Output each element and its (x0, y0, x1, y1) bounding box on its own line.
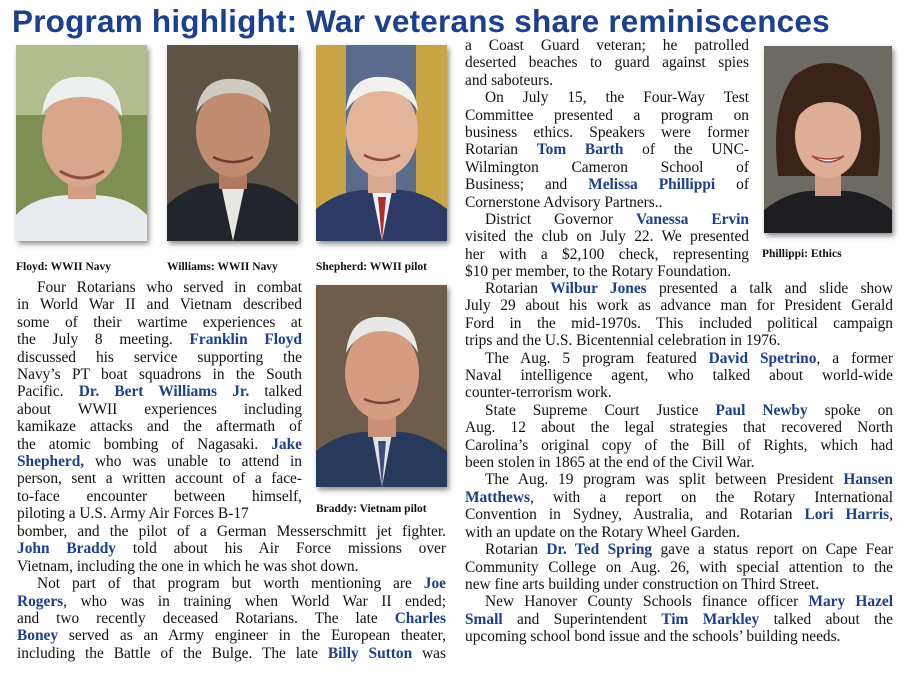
text-line (465, 176, 749, 193)
text-line (465, 141, 749, 158)
text-line (17, 523, 446, 540)
text-line (17, 453, 302, 470)
text-line (465, 593, 893, 610)
text-run: a Coast Guard veteran; he patrolled (465, 37, 749, 54)
text-line (465, 159, 749, 176)
text-run: Convention in Sydney, Australia, and Rotarian (465, 506, 805, 524)
text-run: Four Rotarians who served in combat (37, 279, 302, 296)
text-line (465, 471, 893, 488)
text-line (465, 350, 893, 367)
person-name: Rogers (17, 592, 64, 610)
person-name: Wilbur Jones (550, 280, 647, 297)
text-run: and Superintendent (502, 610, 662, 628)
column-1-lower (17, 523, 446, 662)
text-run: kamikaze attacks and the aftermath of (17, 418, 302, 436)
text-line (465, 280, 893, 297)
text-run: Ford in the mid-1970s. This included political campaign (465, 314, 893, 332)
text-run: in World War II and Vietnam described (17, 296, 302, 314)
person-name: Charles (394, 610, 446, 628)
text-line (465, 524, 893, 541)
text-run: Naval intelligence agent, who talked about world-wide (465, 367, 893, 385)
floyd-caption: Floyd: WWII Navy (16, 261, 111, 273)
text-run: talked (249, 383, 302, 401)
text-run: served as an Army engineer in the European theater, (58, 627, 446, 645)
text-line (17, 349, 302, 366)
text-run: Rotarian (465, 141, 537, 159)
text-line (17, 331, 302, 348)
floyd-photo (16, 45, 147, 241)
person-name: Franklin Floyd (189, 331, 302, 349)
text-run: , who was in training when World War II ended; (63, 592, 446, 610)
text-line (465, 297, 893, 314)
text-line (465, 454, 893, 471)
text-line (465, 489, 893, 506)
headline: Program highlight: War veterans share reminiscences (12, 3, 830, 39)
person-name: Shepherd, (17, 453, 85, 471)
text-run: $10 per member, to the Rotary Foundation. (465, 263, 732, 281)
text-run: Not part of that program but worth mentioning are (37, 575, 424, 593)
text-run: New Hanover County Schools finance officer (485, 593, 809, 611)
text-line (465, 628, 893, 645)
text-run: Pacific. (17, 383, 79, 401)
text-line (465, 89, 749, 106)
shepherd-caption: Shepherd: WWII pilot (316, 261, 427, 273)
text-run: bomber, and the pilot of a German Messerschmitt jet fighter. (17, 523, 446, 540)
text-run: and saboteurs. (465, 71, 554, 89)
text-line (465, 611, 893, 628)
text-run: person, sent a written account of a face- (17, 470, 302, 488)
text-line (17, 627, 446, 644)
text-line (17, 645, 446, 662)
text-run: the July 8 meeting. (17, 331, 190, 349)
williams-photo (167, 45, 298, 241)
text-run: deserted beaches to guard against spies (465, 54, 749, 72)
text-run: The Aug. 5 program featured (485, 349, 709, 367)
person-name: Tom Barth (536, 141, 624, 159)
text-run: Committee presented a program on (465, 106, 749, 124)
text-run: District Governor (485, 211, 636, 229)
text-run: about WWII experiences including (17, 400, 302, 418)
text-line (17, 366, 302, 383)
text-run: of the UNC- (623, 141, 749, 159)
person-name: Tim Markley (661, 610, 760, 628)
person-name: Lori Harris (804, 506, 890, 524)
text-run: July 29 about his work as advance man for President Gerald (465, 297, 893, 315)
text-run: gave a status report on Cape Fear (652, 541, 894, 559)
text-line (465, 384, 893, 401)
text-run: Business; and (465, 176, 589, 194)
text-run: been stolen in 1865 at the end of the Civil War. (465, 454, 755, 472)
text-line (465, 228, 749, 245)
text-run: was (412, 644, 446, 662)
text-run: business ethics. Speakers were former (465, 124, 749, 142)
person-name: Hansen (843, 471, 893, 489)
text-run: told about his Air Force missions over (115, 540, 447, 558)
text-run: some of their wartime experiences at (17, 313, 302, 331)
text-line (465, 559, 893, 576)
text-line (465, 37, 749, 54)
text-line (465, 211, 749, 228)
column-2-upper (465, 37, 749, 281)
text-run: talked about the (759, 610, 893, 628)
person-name: Dr. Ted Spring (546, 541, 653, 559)
text-line (17, 540, 446, 557)
person-name: Matthews (465, 488, 530, 506)
text-run: including the Battle of the Bulge. The late (17, 644, 328, 662)
text-line (465, 194, 749, 211)
text-line (465, 402, 893, 419)
text-run: upcoming school bond issue and the schools’ building needs. (465, 628, 841, 646)
text-line (17, 558, 446, 575)
text-run: presented a talk and slide show (646, 280, 893, 297)
text-line (465, 124, 749, 141)
person-name: John Braddy (17, 540, 116, 558)
text-run: of (715, 176, 749, 194)
text-line (465, 541, 893, 558)
text-line (17, 383, 302, 400)
text-line (17, 593, 446, 610)
person-name: Dr. Bert Williams Jr. (78, 383, 250, 401)
text-run: Aug. 12 about the legal strategies that recovered North (465, 419, 893, 437)
text-line (465, 246, 749, 263)
text-line (17, 401, 302, 418)
text-run: The Aug. 19 program was split between President (485, 471, 844, 489)
text-run: Navy’s PT boat squadrons in the South (17, 366, 302, 384)
text-run: Rotarian (485, 541, 547, 559)
phillippi-photo (764, 46, 892, 233)
text-line (17, 575, 446, 592)
person-name: Vanessa Ervin (635, 211, 749, 229)
text-run: with an update on the Rotary Wheel Garden. (465, 523, 740, 541)
text-run: who was unable to attend in (84, 453, 302, 471)
person-name: Joe (423, 575, 446, 593)
braddy-caption: Braddy: Vietnam pilot (316, 503, 427, 515)
text-run: visited the club on July 22. We presented (465, 228, 749, 246)
text-run: piloting a U.S. Army Air Forces B-17 (17, 505, 249, 523)
text-line (17, 314, 302, 331)
person-name: Small (465, 610, 503, 628)
text-run: State Supreme Court Justice (485, 401, 716, 419)
text-line (465, 419, 893, 436)
text-run: new fine arts building under construction on Third Street. (465, 575, 820, 593)
text-run: On July 15, the Four-Way Test (485, 89, 749, 107)
column-2-lower (465, 280, 893, 646)
text-run: Community College on Aug. 26, with special attention to the (465, 558, 893, 576)
text-line (17, 610, 446, 627)
person-name: Paul Newby (715, 401, 808, 419)
text-line (465, 367, 893, 384)
text-line (17, 488, 302, 505)
text-run: Vietnam, including the one in which he was shot down. (17, 557, 359, 575)
text-run: , with a report on the Rotary International (529, 488, 893, 506)
text-line (465, 576, 893, 593)
text-line (17, 470, 302, 487)
shepherd-photo (316, 45, 447, 241)
text-run: counter-terrorism work. (465, 384, 612, 402)
text-run: the atomic bombing of Nagasaki. (17, 435, 272, 453)
text-line (465, 72, 749, 89)
text-line (465, 506, 893, 523)
text-line (17, 279, 302, 296)
person-name: Boney (17, 627, 59, 645)
phillippi-caption: Phillippi: Ethics (762, 248, 842, 260)
text-line (465, 54, 749, 71)
williams-caption: Williams: WWII Navy (167, 261, 278, 273)
text-run: Wilmington Cameron School of (465, 158, 749, 176)
text-run: and two recently deceased Rotarians. The late (17, 610, 395, 628)
person-name: Billy Sutton (327, 644, 413, 662)
text-run: , (889, 506, 893, 524)
text-line (465, 315, 893, 332)
person-name: Melissa Phillippi (588, 176, 716, 194)
text-run: Carolina’s original copy of the Bill of Rights, which had (465, 436, 893, 454)
text-run: discussed his service supporting the (17, 348, 302, 366)
text-line (17, 296, 302, 313)
text-line (465, 437, 893, 454)
text-line (465, 332, 893, 349)
text-run: to-face encounter between himself, (17, 487, 302, 505)
text-line (17, 505, 302, 522)
text-run: , a former (816, 349, 893, 367)
text-run: her with a $2,100 check, representing (465, 245, 749, 263)
text-line (465, 263, 749, 280)
text-run: spoke on (807, 401, 893, 419)
text-line (17, 436, 302, 453)
column-1-upper (17, 279, 302, 523)
text-run: Rotarian (485, 280, 551, 297)
braddy-photo (316, 285, 447, 487)
text-run: trips and the U.S. Bicentennial celebration in 1976. (465, 332, 781, 350)
person-name: Mary Hazel (808, 593, 894, 611)
person-name: Jake (271, 435, 302, 453)
text-line (465, 107, 749, 124)
text-line (17, 418, 302, 435)
text-run: Cornerstone Advisory Partners.. (465, 193, 663, 211)
person-name: David Spetrino (708, 349, 817, 367)
